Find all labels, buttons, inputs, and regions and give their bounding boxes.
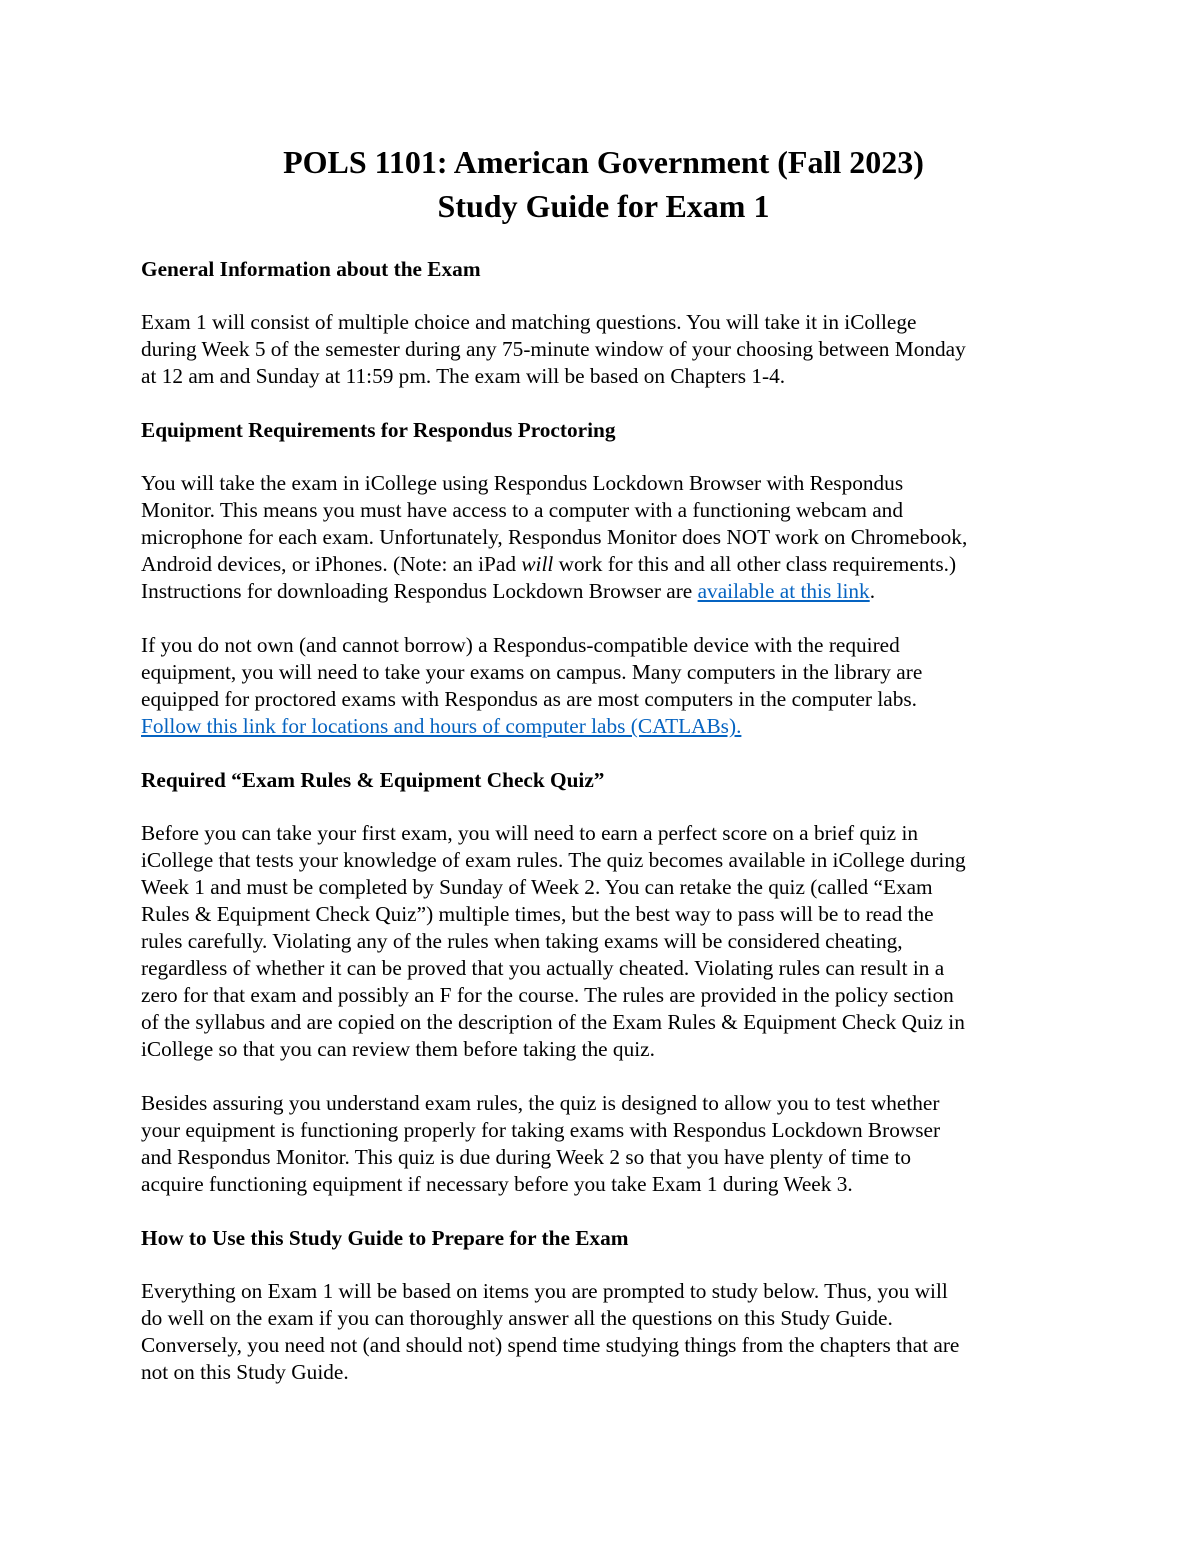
text-line: not on this Study Guide. (141, 1360, 349, 1384)
paragraph-equipment-1 (141, 470, 1066, 605)
computer-labs-link[interactable]: Follow this link for locations and hours of computer labs (CATLABs). (141, 714, 742, 738)
text-line: do well on the exam if you can thoroughly answer all the questions on this Study Guide. (141, 1306, 893, 1330)
text-segment: work for this and all other class requirements.) (553, 552, 957, 576)
text-line: microphone for each exam. Unfortunately, Respondus Monitor does NOT work on Chromebook, (141, 525, 968, 549)
text-segment: Android devices, or iPhones. (Note: an iPad (141, 552, 522, 576)
paragraph-quiz-1 (141, 820, 1066, 1063)
text-segment: Instructions for downloading Respondus Lockdown Browser are (141, 579, 698, 603)
text-segment: . (869, 579, 876, 603)
text-line: Monitor. This means you must have access to a computer with a functioning webcam and (141, 498, 903, 522)
document-title (141, 140, 1066, 228)
heading-equipment-check-quiz: Required “Exam Rules & Equipment Check Quiz” (141, 768, 605, 792)
heading-how-to-use-guide: How to Use this Study Guide to Prepare for the Exam (141, 1226, 629, 1250)
paragraph-how-to-use (141, 1278, 1066, 1386)
text-line: iCollege that tests your knowledge of exam rules. The quiz becomes available in iCollege during (141, 848, 966, 872)
text-line: Everything on Exam 1 will be based on items you are prompted to study below. Thus, you will (141, 1279, 948, 1303)
text-line: regardless of whether it can be proved that you actually cheated. Violating rules can result in a (141, 956, 945, 980)
text-line: Before you can take your first exam, you will need to earn a perfect score on a brief quiz in (141, 821, 919, 845)
text-line: acquire functioning equipment if necessary before you take Exam 1 during Week 3. (141, 1172, 853, 1196)
text-line (141, 578, 1066, 605)
text-line: You will take the exam in iCollege using Respondus Lockdown Browser with Respondus (141, 471, 904, 495)
text-line: rules carefully. Violating any of the rules when taking exams will be considered cheating, (141, 929, 903, 953)
text-line: of the syllabus and are copied on the description of the Exam Rules & Equipment Check Quiz in (141, 1010, 965, 1034)
text-line: during Week 5 of the semester during any 75-minute window of your choosing between Monday (141, 337, 966, 361)
text-line: iCollege so that you can review them before taking the quiz. (141, 1037, 655, 1061)
respondus-download-link[interactable]: available at this link (697, 579, 870, 603)
text-line: equipped for proctored exams with Respondus as are most computers in the computer labs. (141, 687, 917, 711)
text-line: zero for that exam and possibly an F for the course. The rules are provided in the policy section (141, 983, 954, 1007)
text-line: Rules & Equipment Check Quiz”) multiple times, but the best way to pass will be to read the (141, 902, 934, 926)
text-line: and Respondus Monitor. This quiz is due during Week 2 so that you have plenty of time to (141, 1145, 912, 1169)
text-line: equipment, you will need to take your exams on campus. Many computers in the library are (141, 660, 923, 684)
paragraph-quiz-2 (141, 1090, 1066, 1198)
text-line: Week 1 and must be completed by Sunday of Week 2. You can retake the quiz (called “Exam (141, 875, 933, 899)
document-page (141, 140, 1066, 1413)
paragraph-general-info (141, 309, 1066, 390)
text-line (141, 713, 1066, 740)
text-line: Conversely, you need not (and should not) spend time studying things from the chapters that are (141, 1333, 960, 1357)
paragraph-equipment-2 (141, 632, 1066, 740)
heading-general-information: General Information about the Exam (141, 257, 481, 281)
text-line: at 12 am and Sunday at 11:59 pm. The exam will be based on Chapters 1-4. (141, 364, 786, 388)
text-line: Exam 1 will consist of multiple choice and matching questions. You will take it in iCollege (141, 310, 917, 334)
emphasis-will: will (521, 552, 554, 576)
text-line: If you do not own (and cannot borrow) a Respondus-compatible device with the required (141, 633, 900, 657)
text-line (141, 551, 1066, 578)
heading-equipment-requirements: Equipment Requirements for Respondus Proctoring (141, 418, 616, 442)
text-line: your equipment is functioning properly for taking exams with Respondus Lockdown Browser (141, 1118, 941, 1142)
text-line: Besides assuring you understand exam rules, the quiz is designed to allow you to test whether (141, 1091, 940, 1115)
title-line-2: Study Guide for Exam 1 (437, 188, 770, 224)
title-line-1: POLS 1101: American Government (Fall 2023) (283, 144, 924, 180)
